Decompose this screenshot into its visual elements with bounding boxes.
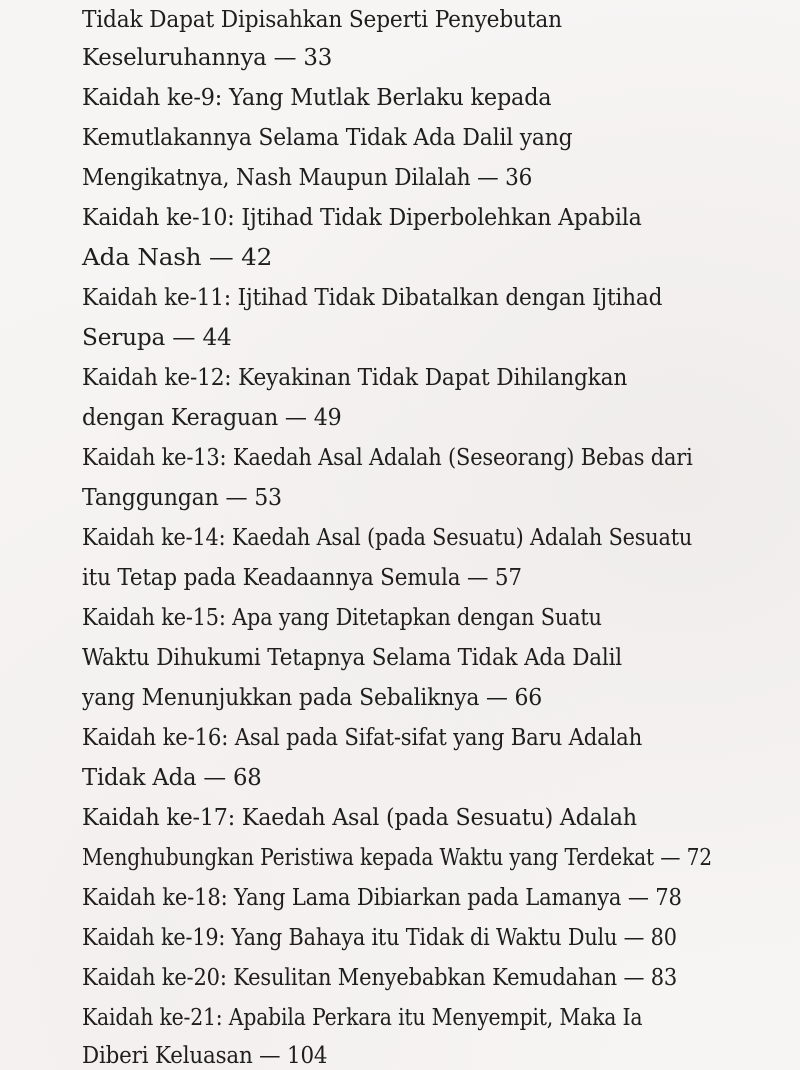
toc-line: Kaidah ke-14: Kaedah Asal (pada Sesuatu) Adalah Sesuatu: [82, 523, 693, 551]
toc-line: dengan Keraguan — 49: [82, 403, 342, 431]
toc-line: Waktu Dihukumi Tetapnya Selama Tidak Ada Dalil: [82, 643, 622, 671]
toc-line: Kaidah ke-19: Yang Bahaya itu Tidak di Waktu Dulu — 80: [82, 923, 677, 951]
toc-line: Kaidah ke-20: Kesulitan Menyebabkan Kemudahan — 83: [82, 963, 678, 991]
toc-line: Tidak Ada — 68: [82, 763, 262, 791]
toc-line: yang Menunjukkan pada Sebaliknya — 66: [82, 683, 543, 711]
toc-line: Kaidah ke-9: Yang Mutlak Berlaku kepada: [82, 83, 552, 111]
toc-line: Mengikatnya, Nash Maupun Dilalah — 36: [82, 163, 533, 191]
toc-line: Kaidah ke-18: Yang Lama Dibiarkan pada Lamanya — 78: [82, 883, 682, 911]
toc-line: Diberi Keluasan — 104: [82, 1041, 328, 1069]
toc-line: Kaidah ke-10: Ijtihad Tidak Diperbolehkan Apabila: [82, 203, 642, 231]
toc-line: Kemutlakannya Selama Tidak Ada Dalil yang: [82, 123, 573, 151]
toc-line: Ada Nash — 42: [82, 243, 273, 271]
toc-line: Kaidah ke-17: Kaedah Asal (pada Sesuatu) Adalah: [82, 803, 637, 831]
toc-line: Menghubungkan Peristiwa kepada Waktu yang Terdekat — 72: [82, 843, 713, 871]
toc-line: Kaidah ke-11: Ijtihad Tidak Dibatalkan dengan Ijtihad: [82, 283, 663, 311]
toc-line: Kaidah ke-13: Kaedah Asal Adalah (Seseorang) Bebas dari: [82, 443, 693, 471]
toc-line: Kaidah ke-21: Apabila Perkara itu Menyempit, Maka Ia: [82, 1003, 643, 1031]
toc-line: itu Tetap pada Keadaannya Semula — 57: [82, 563, 522, 591]
toc-line: Kaidah ke-15: Apa yang Ditetapkan dengan Suatu: [82, 603, 602, 631]
toc-line: Tanggungan — 53: [82, 483, 282, 511]
toc-line: Tidak Dapat Dipisahkan Seperti Penyebutan: [82, 5, 562, 33]
toc-line: Kaidah ke-16: Asal pada Sifat-sifat yang Baru Adalah: [82, 723, 643, 751]
toc-line: Keseluruhannya — 33: [82, 43, 333, 71]
toc-line: Kaidah ke-12: Keyakinan Tidak Dapat Dihilangkan: [82, 363, 628, 391]
toc-line: Serupa — 44: [82, 323, 232, 351]
